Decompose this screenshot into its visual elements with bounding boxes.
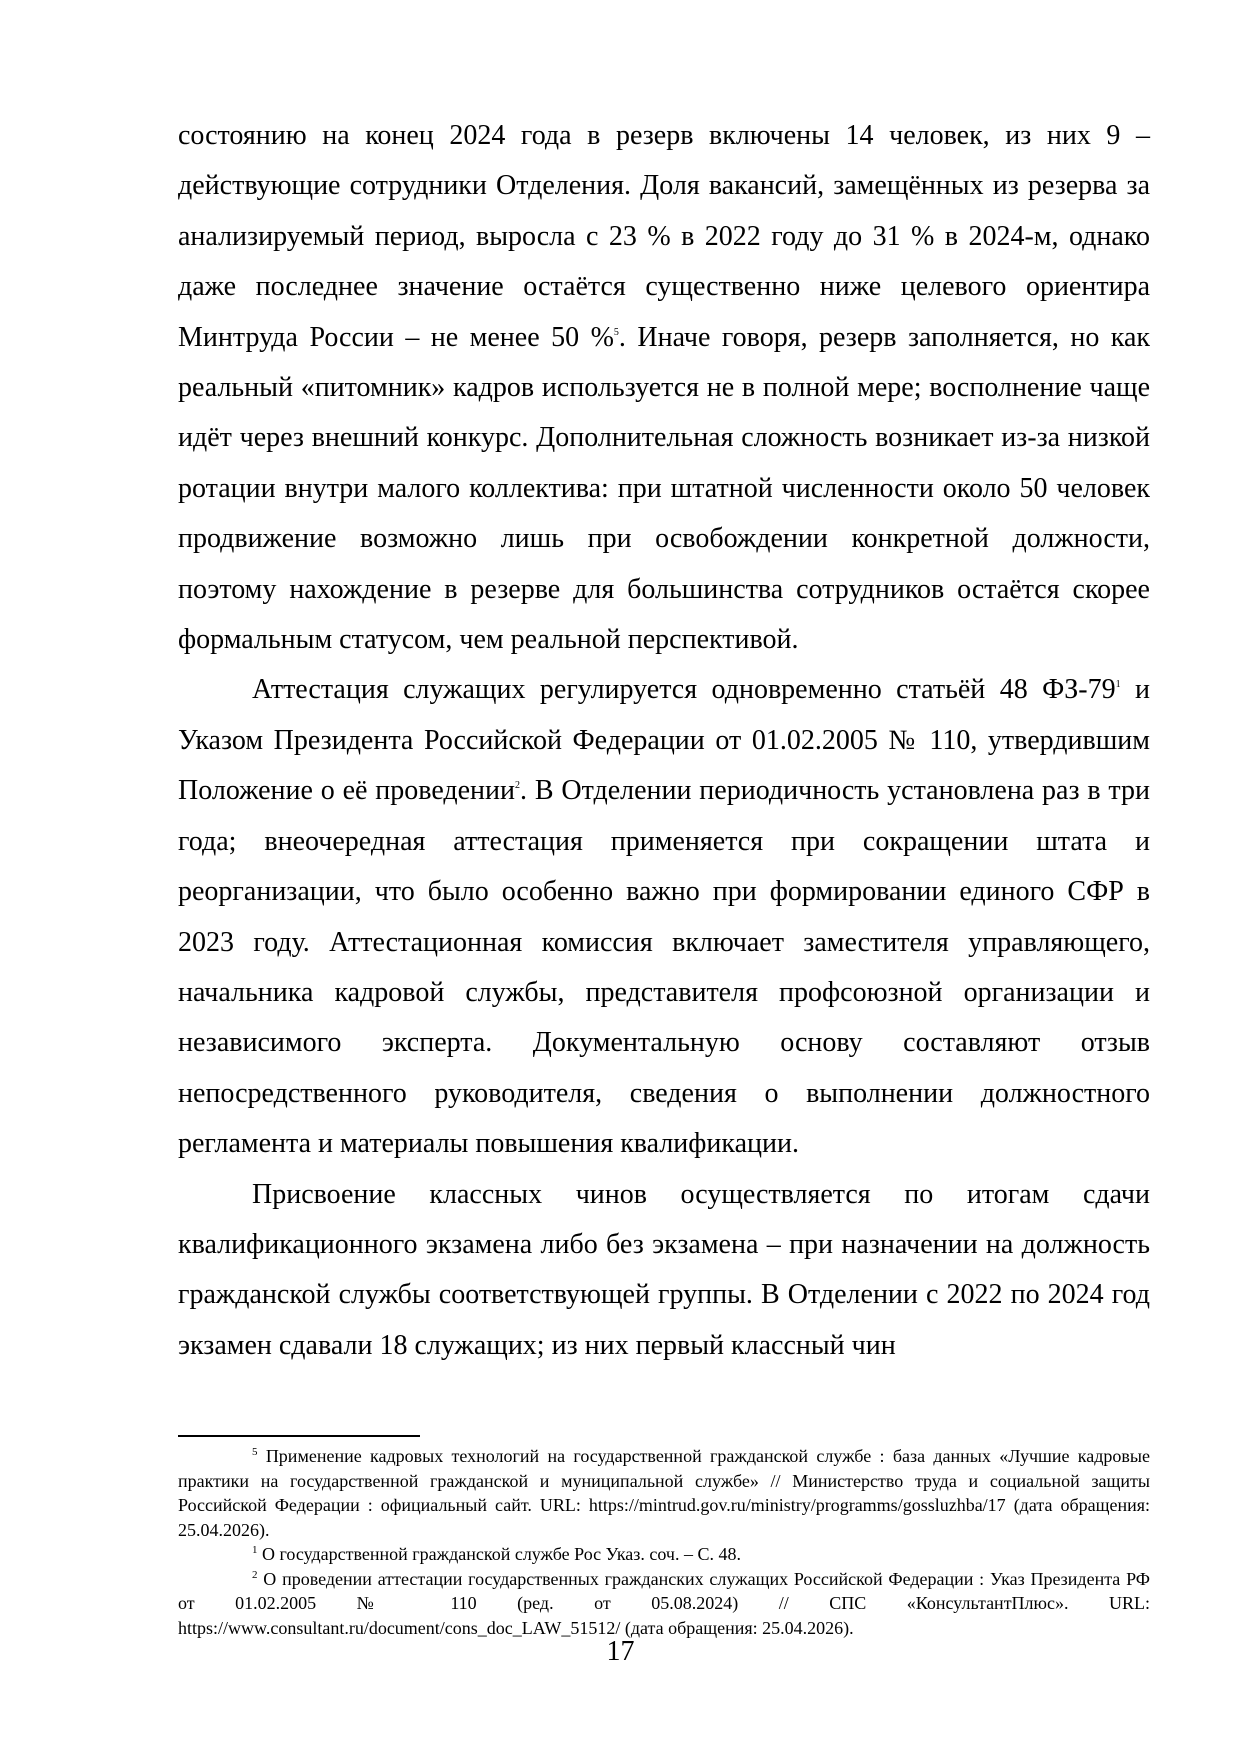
paragraph-text: Присвоение классных чинов осуществляется по итогам сдачи квалификационного экзамена либо без экзамена – при назначении на должность гражданской службы соответствующей группы. В Отделении с 2022 по 2024 год экзамен сдавали 18 служащих; из них первый классный чин (178, 1178, 1150, 1361)
footnote-text: Применение кадровых технологий на государственной гражданской службе : база данных «Лучшие кадровые практики на государственной гражданской и муниципальной службе» // Министерство труда и социальной защиты Российской Федерации : официальный сайт. URL: https://mintrud.gov.ru/ministry/programms/gossluzhba/17 (дата обращения: 25.04.2026). (178, 1446, 1150, 1540)
footnotes-section (178, 1435, 1150, 1640)
footnote-separator (178, 1435, 420, 1437)
footnote-text: О проведении аттестации государственных гражданских служащих Российской Федерации : Указ Президента РФ от 01.02.2005 № 110 (ред. от 05.08.2024) // СПС «КонсультантПлюс». URL: https://www.consultant.ru/document/cons_doc_LAW_51512/ (дата обращения: 25.04.2026). (178, 1568, 1150, 1638)
paragraph-reserve (178, 111, 1150, 665)
page-number: 17 (606, 1636, 635, 1667)
footnote-2 (178, 1567, 1150, 1641)
body-text (178, 111, 1150, 1371)
footnote-text: О государственной гражданской службе Рос Указ. соч. – С. 48. (262, 1544, 741, 1564)
paragraph-text: состоянию на конец 2024 года в резерв включены 14 человек, из них 9 – действующие сотрудники Отделения. Доля вакансий, замещённых из резерва за анализируемый период, выросла с 23 % в 2022 году до 31 % в 2024-м, однако даже последнее значение остаётся существенно ниже целевого ориентира Минтруда России – не менее 50 % (178, 120, 1150, 353)
paragraph-text: . Иначе говоря, резерв заполняется, но как реальный «питомник» кадров используется не в полной мере; восполнение чаще идёт через внешний конкурс. Дополнительная сложность возникает из-за низкой ротации внутри малого коллектива: при штатной численности около 50 человек продвижение возможно лишь при освобождении конкретной должности, поэтому нахождение в резерве для большинства сотрудников остаётся скорее формальным статусом, чем реальной перспективой. (178, 321, 1151, 656)
footnote-ref-5[interactable]: 5 (613, 326, 619, 338)
footnote-ref-2[interactable]: 2 (515, 780, 521, 792)
paragraph-text: Аттестация служащих регулируется одновременно статьёй 48 ФЗ-79 (252, 674, 1116, 706)
footnote-marker: 2 (252, 1568, 258, 1581)
footnote-marker: 1 (252, 1544, 258, 1556)
paragraph-class-ranks (178, 1170, 1150, 1372)
footnote-ref-1[interactable]: 1 (1115, 679, 1121, 691)
footnote-marker: 5 (252, 1446, 258, 1458)
footnote-1 (178, 1542, 1150, 1567)
paragraph-text: и Указом Президента Российской Федерации от 01.02.2005 № 110, утвердившим Положение о её проведении (178, 674, 1150, 807)
footnote-5 (178, 1444, 1150, 1542)
paragraph-text: . В Отделении периодичность установлена раз в три года; внеочередная аттестация применяется при сокращении штата и реорганизации, что было особенно важно при формировании единого СФР в 2023 году. Аттестационная комиссия включает заместителя управляющего, начальника кадровой службы, представителя профсоюзной организации и независимого эксперта. Документальную основу составляют отзыв непосредственного руководителя, сведения о выполнении должностного регламента и материалы повышения квалификации. (178, 775, 1150, 1160)
paragraph-attestation (178, 665, 1150, 1169)
